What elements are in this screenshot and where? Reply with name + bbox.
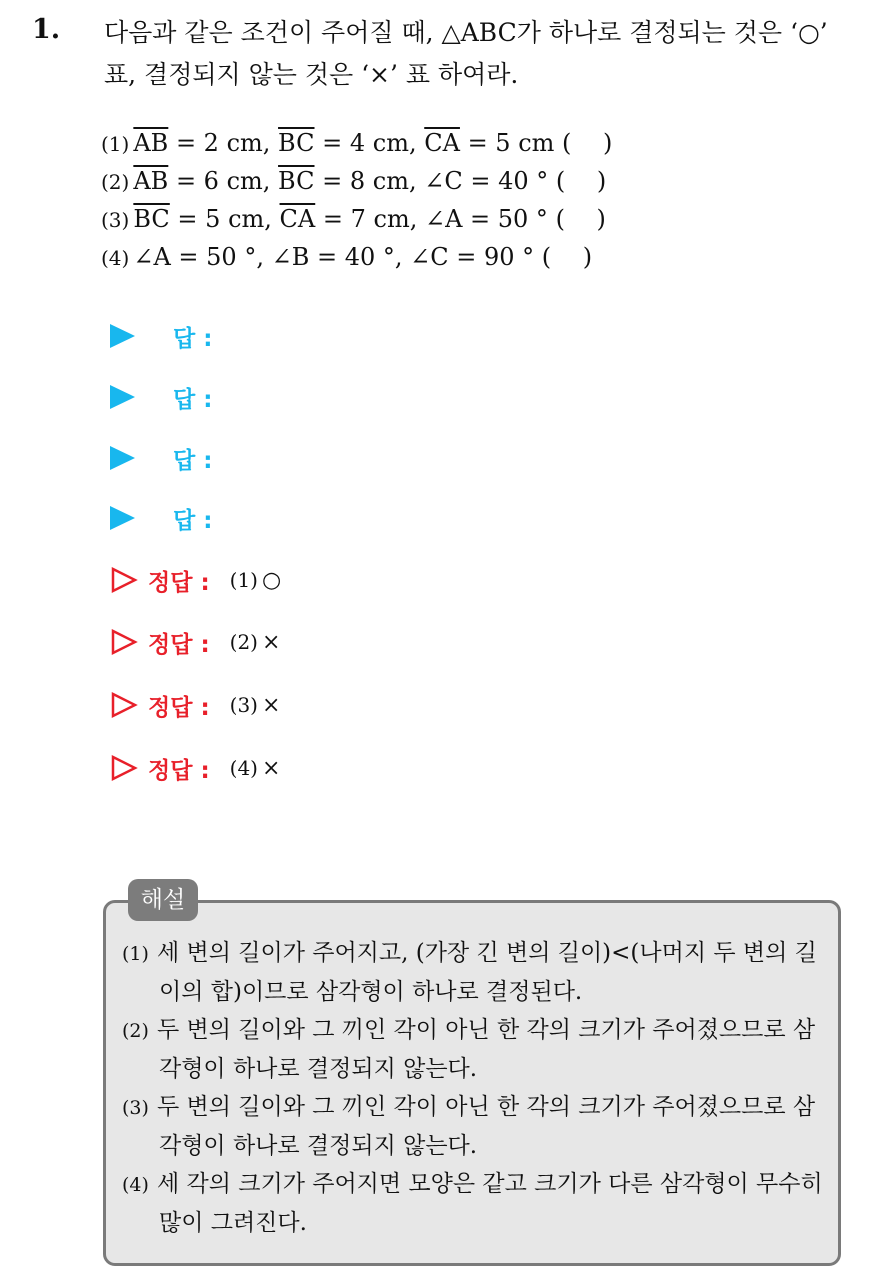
condition-text: = 6 cm, (168, 167, 279, 195)
answer-row[interactable] (110, 438, 212, 478)
solution-value (230, 693, 281, 718)
explanation-text: 세 변의 길이가 주어지고, (가장 긴 변의 길이)<(나머지 두 변의 길이의 합)이므로 삼각형이 하나로 결정된다. (157, 940, 817, 1005)
outline-triangle-icon (110, 691, 138, 719)
explanation-text: 세 각의 크기가 주어지면 모양은 같고 크기가 다른 삼각형이 무수히 많이 그려진다. (157, 1171, 823, 1236)
condition-item (101, 162, 612, 200)
answer-label: 답 : (173, 507, 213, 534)
solution-number: (1) (229, 567, 258, 592)
answer-row[interactable] (110, 377, 212, 417)
solution-label: 정답 : (148, 757, 210, 784)
answer-label: 답 : (173, 447, 213, 474)
condition-item (101, 238, 612, 276)
outline-triangle-icon (110, 566, 138, 594)
segment-label: $\overline{AB}$ (133, 129, 169, 157)
solution-label: 정답 : (148, 569, 210, 596)
condition-text: = 8 cm, ∠C = 40 ° ( ) (314, 167, 607, 195)
answer-row[interactable] (110, 498, 212, 538)
explanation-number: (1) (122, 943, 149, 965)
explanation-item (122, 1165, 828, 1242)
solution-number: (3) (229, 692, 258, 717)
solution-mark: × (262, 629, 281, 655)
outline-triangle-icon (110, 754, 138, 782)
condition-item (101, 124, 612, 162)
solution-row (110, 685, 280, 725)
solution-value (230, 630, 281, 655)
filled-triangle-icon (110, 324, 135, 348)
explanation-item (122, 934, 828, 1011)
filled-triangle-icon (110, 506, 135, 530)
question-text: 다음과 같은 조건이 주어질 때, △ABC가 하나로 결정되는 것은 ‘○’ 표, 결정되지 않는 것은 ‘×’ 표 하여라. (104, 18, 828, 89)
segment-label: $\overline{BC}$ (278, 129, 315, 157)
answer-label: 답 : (173, 325, 213, 352)
condition-number: (2) (101, 170, 130, 194)
filled-triangle-icon (110, 385, 135, 409)
answer-row[interactable] (110, 316, 212, 356)
condition-text: ∠A = 50 °, ∠B = 40 °, ∠C = 90 ° ( ) (133, 243, 593, 271)
condition-text: = 5 cm ( ) (459, 129, 613, 157)
explanation-text: 두 변의 길이와 그 끼인 각이 아닌 한 각의 크기가 주어졌으므로 삼각형이 하나로 결정되지 않는다. (157, 1017, 816, 1082)
condition-item (101, 200, 612, 238)
segment-label: $\overline{CA}$ (424, 129, 460, 157)
question-number: 1. (32, 14, 61, 45)
solution-value (230, 568, 282, 593)
solution-mark: × (262, 755, 281, 781)
explanation-number: (4) (122, 1174, 149, 1196)
solution-value (230, 756, 281, 781)
condition-number: (3) (101, 208, 130, 232)
solution-mark: × (262, 692, 281, 718)
solution-row (110, 560, 281, 600)
explanation-number: (3) (122, 1097, 149, 1119)
segment-label: $\overline{BC}$ (133, 205, 170, 233)
condition-text: = 2 cm, (168, 129, 279, 157)
explanation-item (122, 1011, 828, 1088)
segment-label: $\overline{AB}$ (133, 167, 169, 195)
condition-text: = 7 cm, ∠A = 50 ° ( ) (315, 205, 606, 233)
solution-row (110, 748, 280, 788)
explanation-item (122, 1088, 828, 1165)
answer-label: 답 : (173, 386, 213, 413)
condition-number: (1) (101, 132, 130, 156)
filled-triangle-icon (110, 446, 135, 470)
segment-label: $\overline{BC}$ (278, 167, 315, 195)
outline-triangle-icon (110, 628, 138, 656)
solution-mark: ○ (262, 567, 282, 593)
condition-number: (4) (101, 246, 130, 270)
explanation-text: 두 변의 길이와 그 끼인 각이 아닌 한 각의 크기가 주어졌으므로 삼각형이 하나로 결정되지 않는다. (157, 1094, 816, 1159)
solution-number: (2) (229, 629, 258, 654)
solution-label: 정답 : (148, 631, 210, 658)
condition-text: = 5 cm, (169, 205, 280, 233)
condition-text: = 4 cm, (314, 129, 425, 157)
solution-number: (4) (229, 755, 258, 780)
solution-label: 정답 : (148, 694, 210, 721)
explanation-title: 해설 (128, 879, 198, 921)
condition-list (101, 124, 612, 276)
segment-label: $\overline{CA}$ (279, 205, 316, 233)
explanation-number: (2) (122, 1020, 149, 1042)
explanation-body (122, 934, 828, 1242)
solution-row (110, 622, 280, 662)
